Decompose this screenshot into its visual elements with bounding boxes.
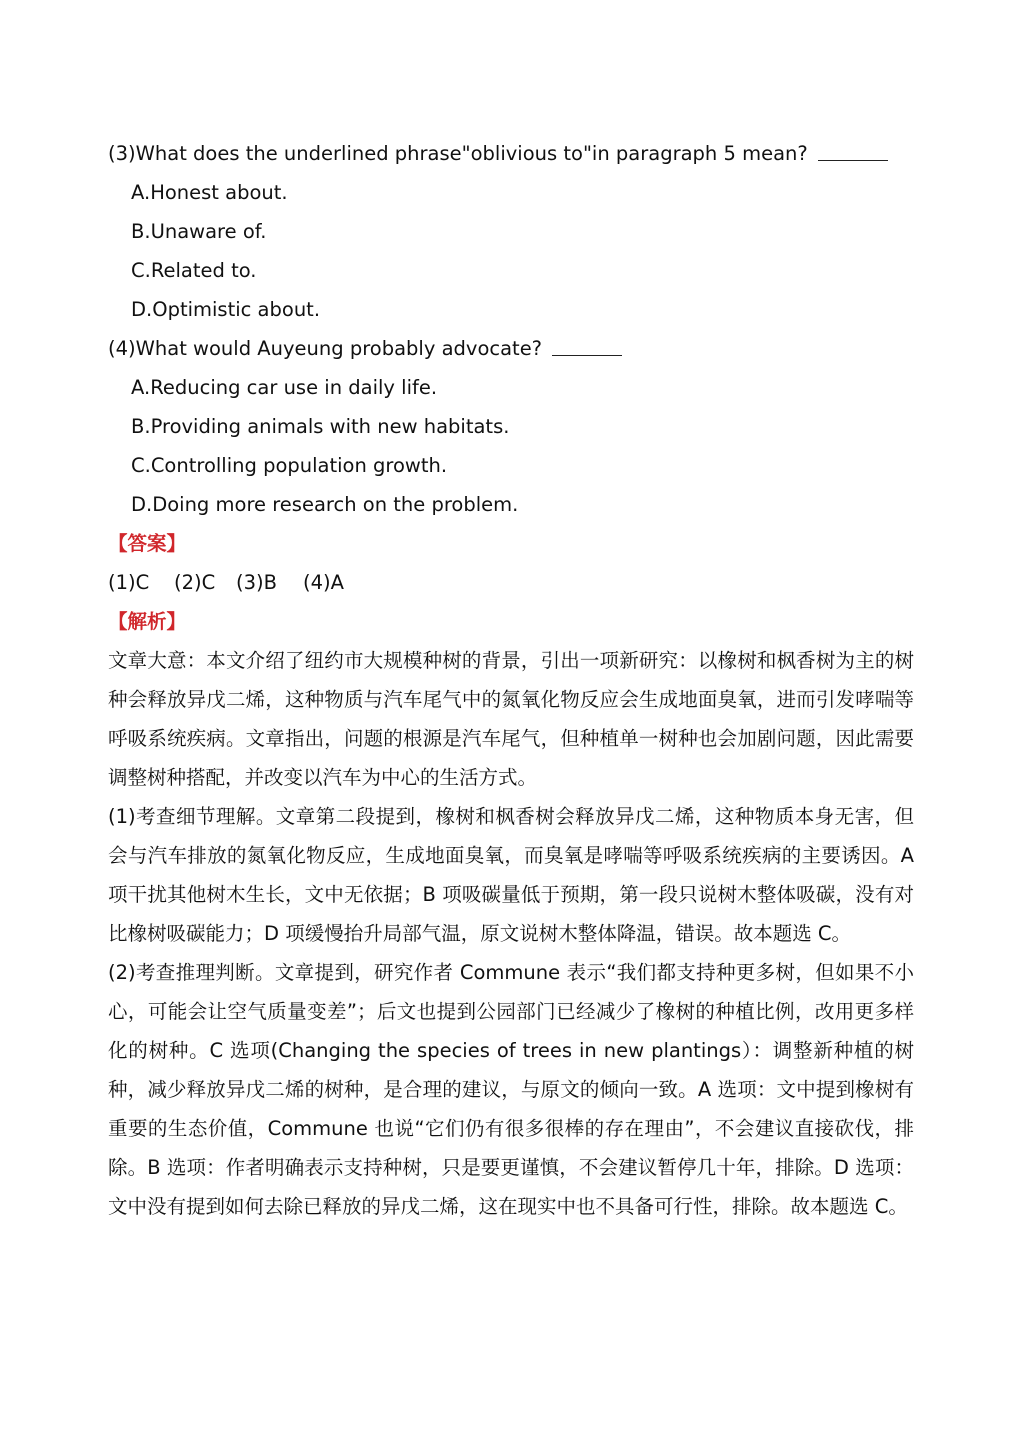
question-4-stem: (4)What would Auyeung probably advocate? [108,329,914,368]
question-4-option-a: A.Reducing car use in daily life. [131,376,438,399]
answer-3: (3)B [236,571,277,594]
question-4-option-d: D.Doing more research on the problem. [131,493,519,516]
question-3-option-d: D.Optimistic about. [131,298,321,321]
answer-2: (2)C [174,571,216,594]
summary-paragraph: 文章大意：本文介绍了纽约市大规模种树的背景，引出一项新研究：以橡树和枫香树为主的树种会释放异戊二烯，这种物质与汽车尾气中的氮氧化物反应会生成地面臭氧，进而引发哮喘等呼吸系统疾病。文章指出，问题的根源是汽车尾气，但种植单一树种也会加剧问题，因此需要调整树种搭配，并改变以汽车为中心的生活方式。 [108,649,914,789]
question-4-option-b: B.Providing animals with new habitats. [131,415,510,438]
answer-heading: 【答案】 [108,532,187,555]
answer-key [108,563,914,602]
document-page [108,134,914,1226]
question-3-option-a: A.Honest about. [131,181,288,204]
analysis-q2-paragraph: (2)考查推理判断。文章提到，研究作者 Commune 表示“我们都支持种更多树，但如果不小心，可能会让空气质量变差”；后文也提到公园部门已经减少了橡树的种植比例，改用更多样化的树种。C 选项(Changing the species of trees in new plantings）：调整新种植的树种，减少释放异戊二烯的树种，是合理的建议，与原文的倾向一致。A 选项：文中提到橡树有重要的生态价值，Commune 也说“它们仍有很多很棒的存在理由”，不会建议直接砍伐，排除。B 选项：作者明确表示支持种树，只是要更谨慎，不会建议暂停几十年，排除。D 选项：文中没有提到如何去除已释放的异戊二烯，这在现实中也不具备可行性，排除。故本题选 C。 [108,961,914,1218]
analysis-q1-paragraph: (1)考查细节理解。文章第二段提到，橡树和枫香树会释放异戊二烯，这种物质本身无害，但会与汽车排放的氮氧化物反应，生成地面臭氧，而臭氧是哮喘等呼吸系统疾病的主要诱因。A 项干扰其他树木生长，文中无依据；B 项吸碳量低于预期，第一段只说树木整体吸碳，没有对比橡树吸碳能力；D 项缓慢抬升局部气温，原文说树木整体降温，错误。故本题选 C。 [108,805,914,945]
analysis-heading: 【解析】 [108,610,187,633]
answer-1: (1)C [108,571,150,594]
answer-blank [552,355,622,356]
answer-blank [818,160,888,161]
question-4-option-c: C.Controlling population growth. [131,454,448,477]
question-3-option-b: B.Unaware of. [131,220,267,243]
answer-4: (4)A [303,571,344,594]
question-3-option-c: C.Related to. [131,259,257,282]
question-3-stem: (3)What does the underlined phrase"oblivious to"in paragraph 5 mean? [108,134,914,173]
